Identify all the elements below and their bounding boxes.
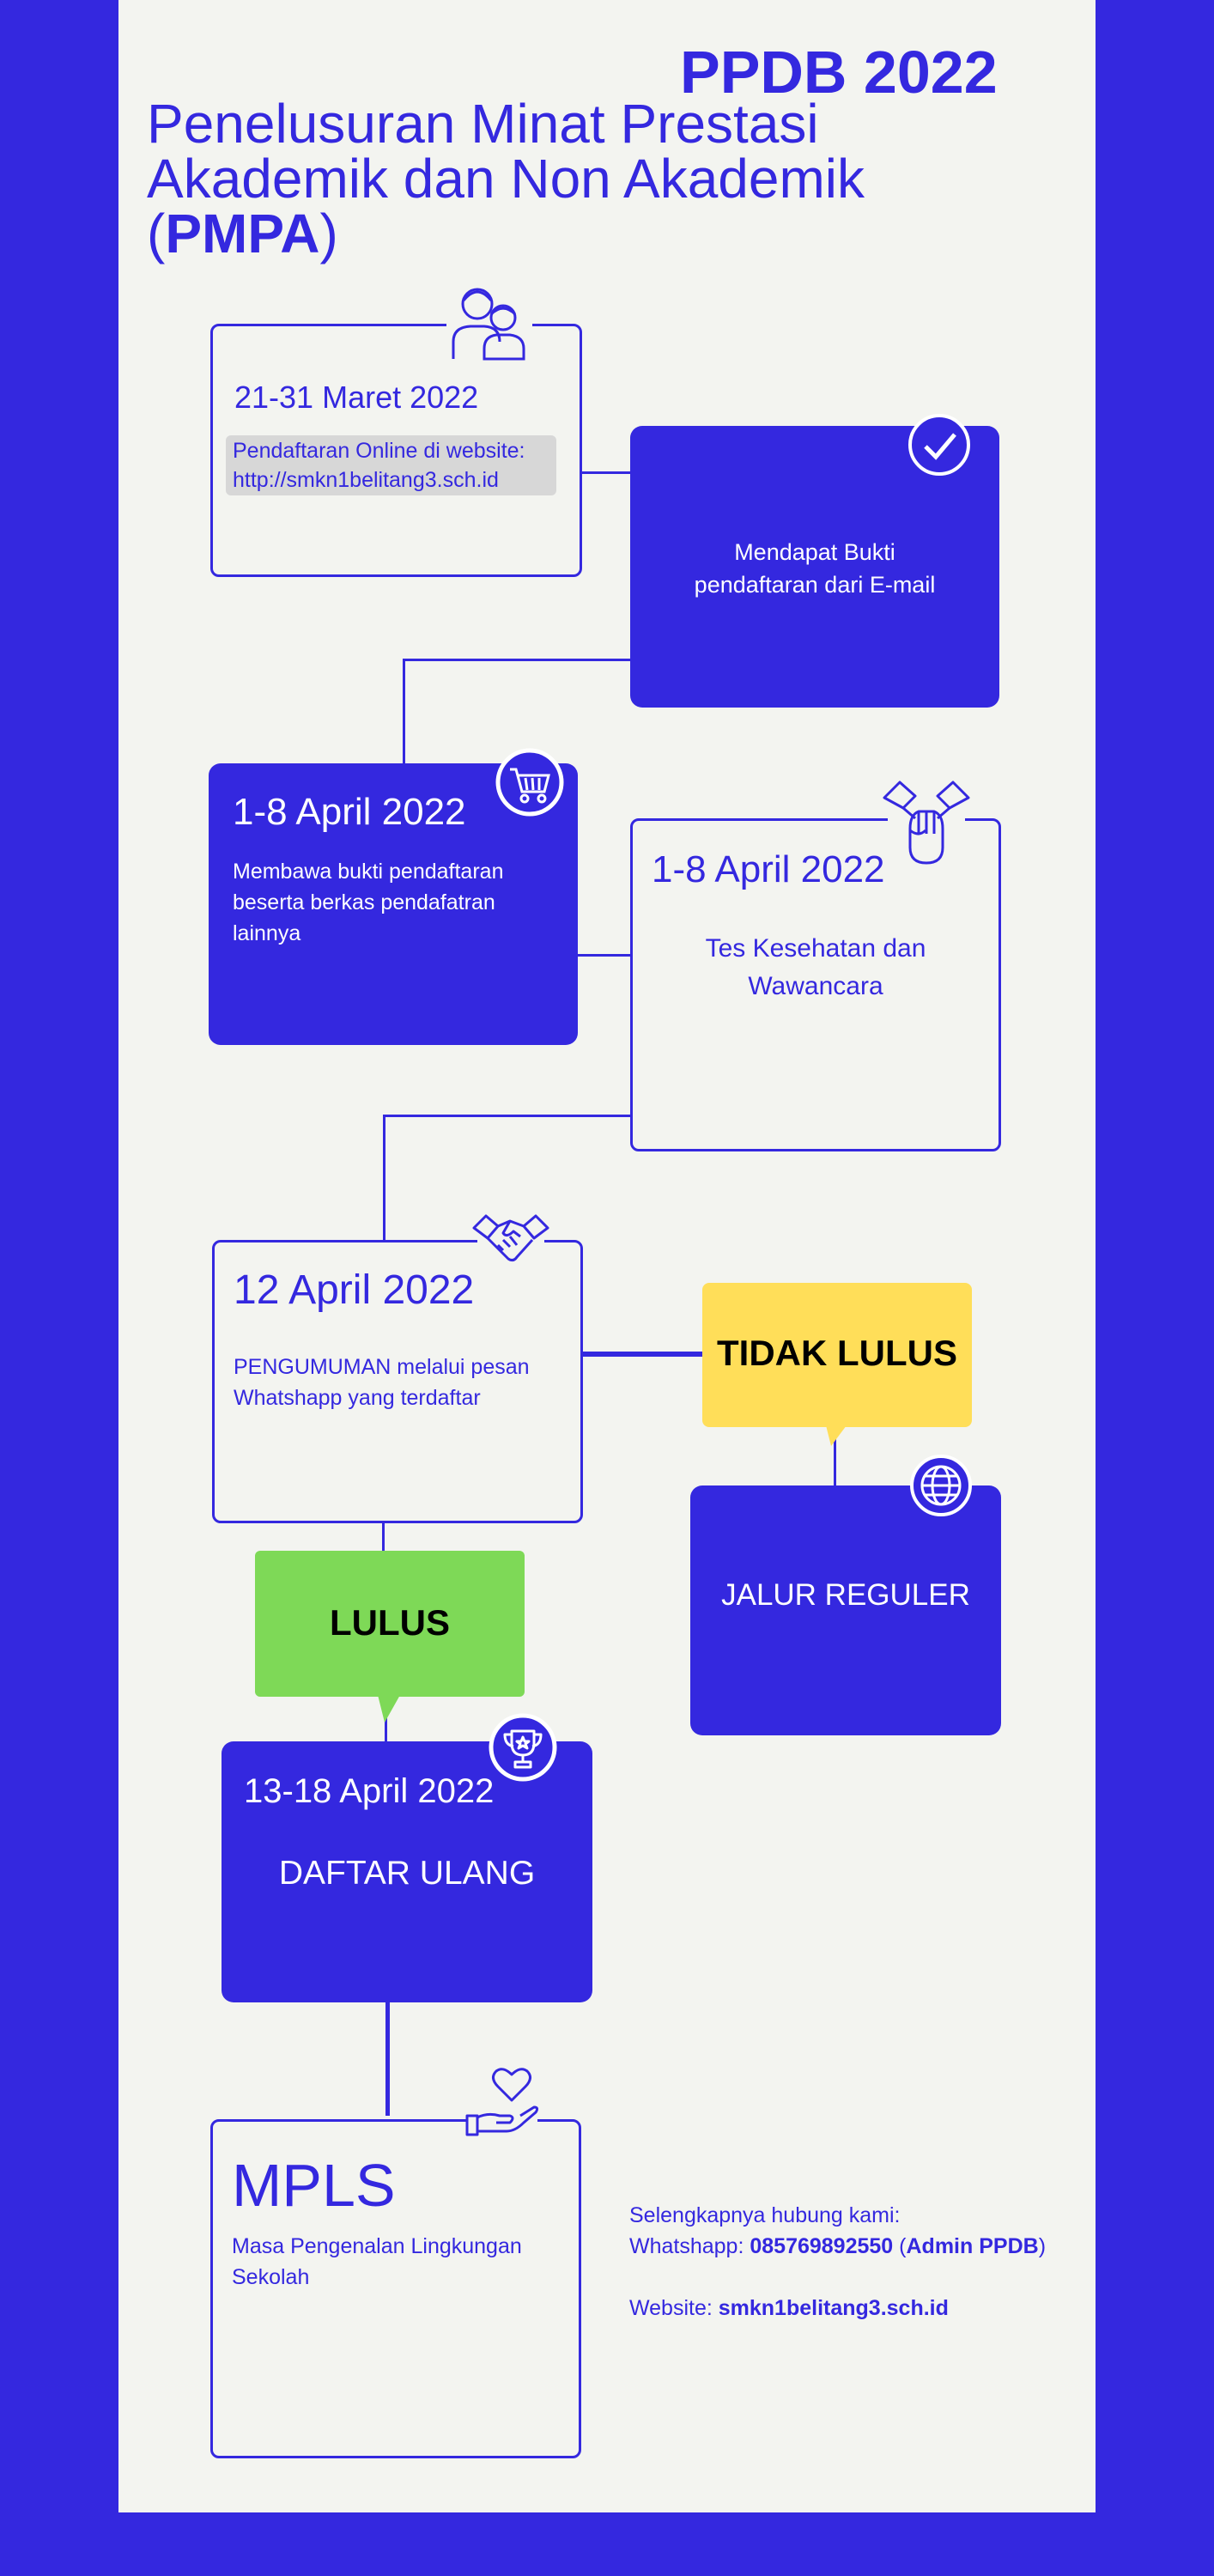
documents-text: Membawa bukti pendaftaran beserta berkas pendafatran lainnya bbox=[233, 860, 504, 945]
contact-section bbox=[629, 2200, 1046, 2324]
passed-badge bbox=[255, 1551, 525, 1697]
connector-line bbox=[385, 2002, 390, 2116]
not-passed-label: TIDAK LULUS bbox=[717, 1333, 957, 1373]
passed-pointer bbox=[378, 1695, 400, 1722]
website-link[interactable]: smkn1belitang3.sch.id bbox=[718, 2296, 949, 2320]
mpls-title: MPLS bbox=[232, 2152, 396, 2219]
health-date: 1-8 April 2022 bbox=[652, 848, 885, 890]
registration-text: Pendaftaran Online di website: http://smkn1belitang3.sch.id bbox=[226, 435, 556, 495]
page-title-line-2: Akademik dan Non Akademik bbox=[147, 148, 865, 210]
not-passed-pointer bbox=[826, 1425, 847, 1446]
registration-website-link[interactable]: http://smkn1belitang3.sch.id bbox=[233, 468, 499, 492]
regular-label: JALUR REGULER bbox=[721, 1578, 970, 1612]
page-title-line-1: Penelusuran Minat Prestasi bbox=[147, 93, 819, 155]
mpls-card bbox=[210, 2119, 581, 2458]
announcement-text: PENGUMUMAN melalui pesan Whatshapp yang terdaftar bbox=[234, 1355, 530, 1410]
heart-hand-icon bbox=[464, 2064, 541, 2138]
check-circle-icon bbox=[907, 412, 972, 477]
announcement-date: 12 April 2022 bbox=[234, 1267, 475, 1313]
page-title-line-3: (PMPA) bbox=[147, 203, 338, 264]
globe-icon bbox=[908, 1453, 974, 1518]
page-title bbox=[147, 93, 1057, 264]
reregister-label: DAFTAR ULANG bbox=[278, 1855, 536, 1892]
admin-name: Admin PPDB bbox=[906, 2234, 1039, 2258]
connector-line bbox=[578, 954, 630, 957]
trophy-icon bbox=[488, 1712, 558, 1783]
page-year-title: PPDB 2022 bbox=[680, 39, 998, 106]
contact-website: Website: smkn1belitang3.sch.id bbox=[629, 2296, 949, 2320]
passed-label: LULUS bbox=[330, 1602, 450, 1643]
connector-line bbox=[382, 1522, 385, 1551]
documents-date: 1-8 April 2022 bbox=[233, 791, 466, 833]
announcement-card bbox=[212, 1240, 583, 1523]
mpls-text: Masa Pengenalan Lingkungan Sekolah bbox=[232, 2234, 522, 2289]
connector-line bbox=[383, 1115, 630, 1117]
cart-icon bbox=[495, 747, 565, 817]
contact-spacer bbox=[629, 2262, 1046, 2293]
regular-card bbox=[690, 1485, 1001, 1735]
reregister-date: 13-18 April 2022 bbox=[244, 1772, 495, 1810]
teamwork-hands-icon bbox=[881, 777, 972, 868]
health-text: Tes Kesehatan dan Wawancara bbox=[705, 934, 926, 1000]
not-passed-badge bbox=[702, 1283, 972, 1427]
connector-line bbox=[582, 1352, 702, 1357]
health-card bbox=[630, 818, 1001, 1151]
contact-whatsapp: Whatshapp: 085769892550 (Admin PPDB) bbox=[629, 2234, 1047, 2258]
whatsapp-number[interactable]: 085769892550 bbox=[750, 2234, 894, 2258]
registration-date: 21-31 Maret 2022 bbox=[234, 380, 479, 415]
connector-line bbox=[403, 659, 405, 764]
connector-line bbox=[403, 659, 630, 661]
connector-line bbox=[383, 1115, 385, 1242]
family-icon bbox=[446, 280, 532, 364]
proof-text: Mendapat Bukti pendaftaran dari E-mail bbox=[694, 539, 936, 598]
handshake-icon bbox=[472, 1209, 549, 1266]
connector-line bbox=[580, 471, 630, 474]
contact-heading: Selengkapnya hubung kami: bbox=[629, 2203, 901, 2227]
pmpa-acronym: PMPA bbox=[165, 203, 320, 264]
